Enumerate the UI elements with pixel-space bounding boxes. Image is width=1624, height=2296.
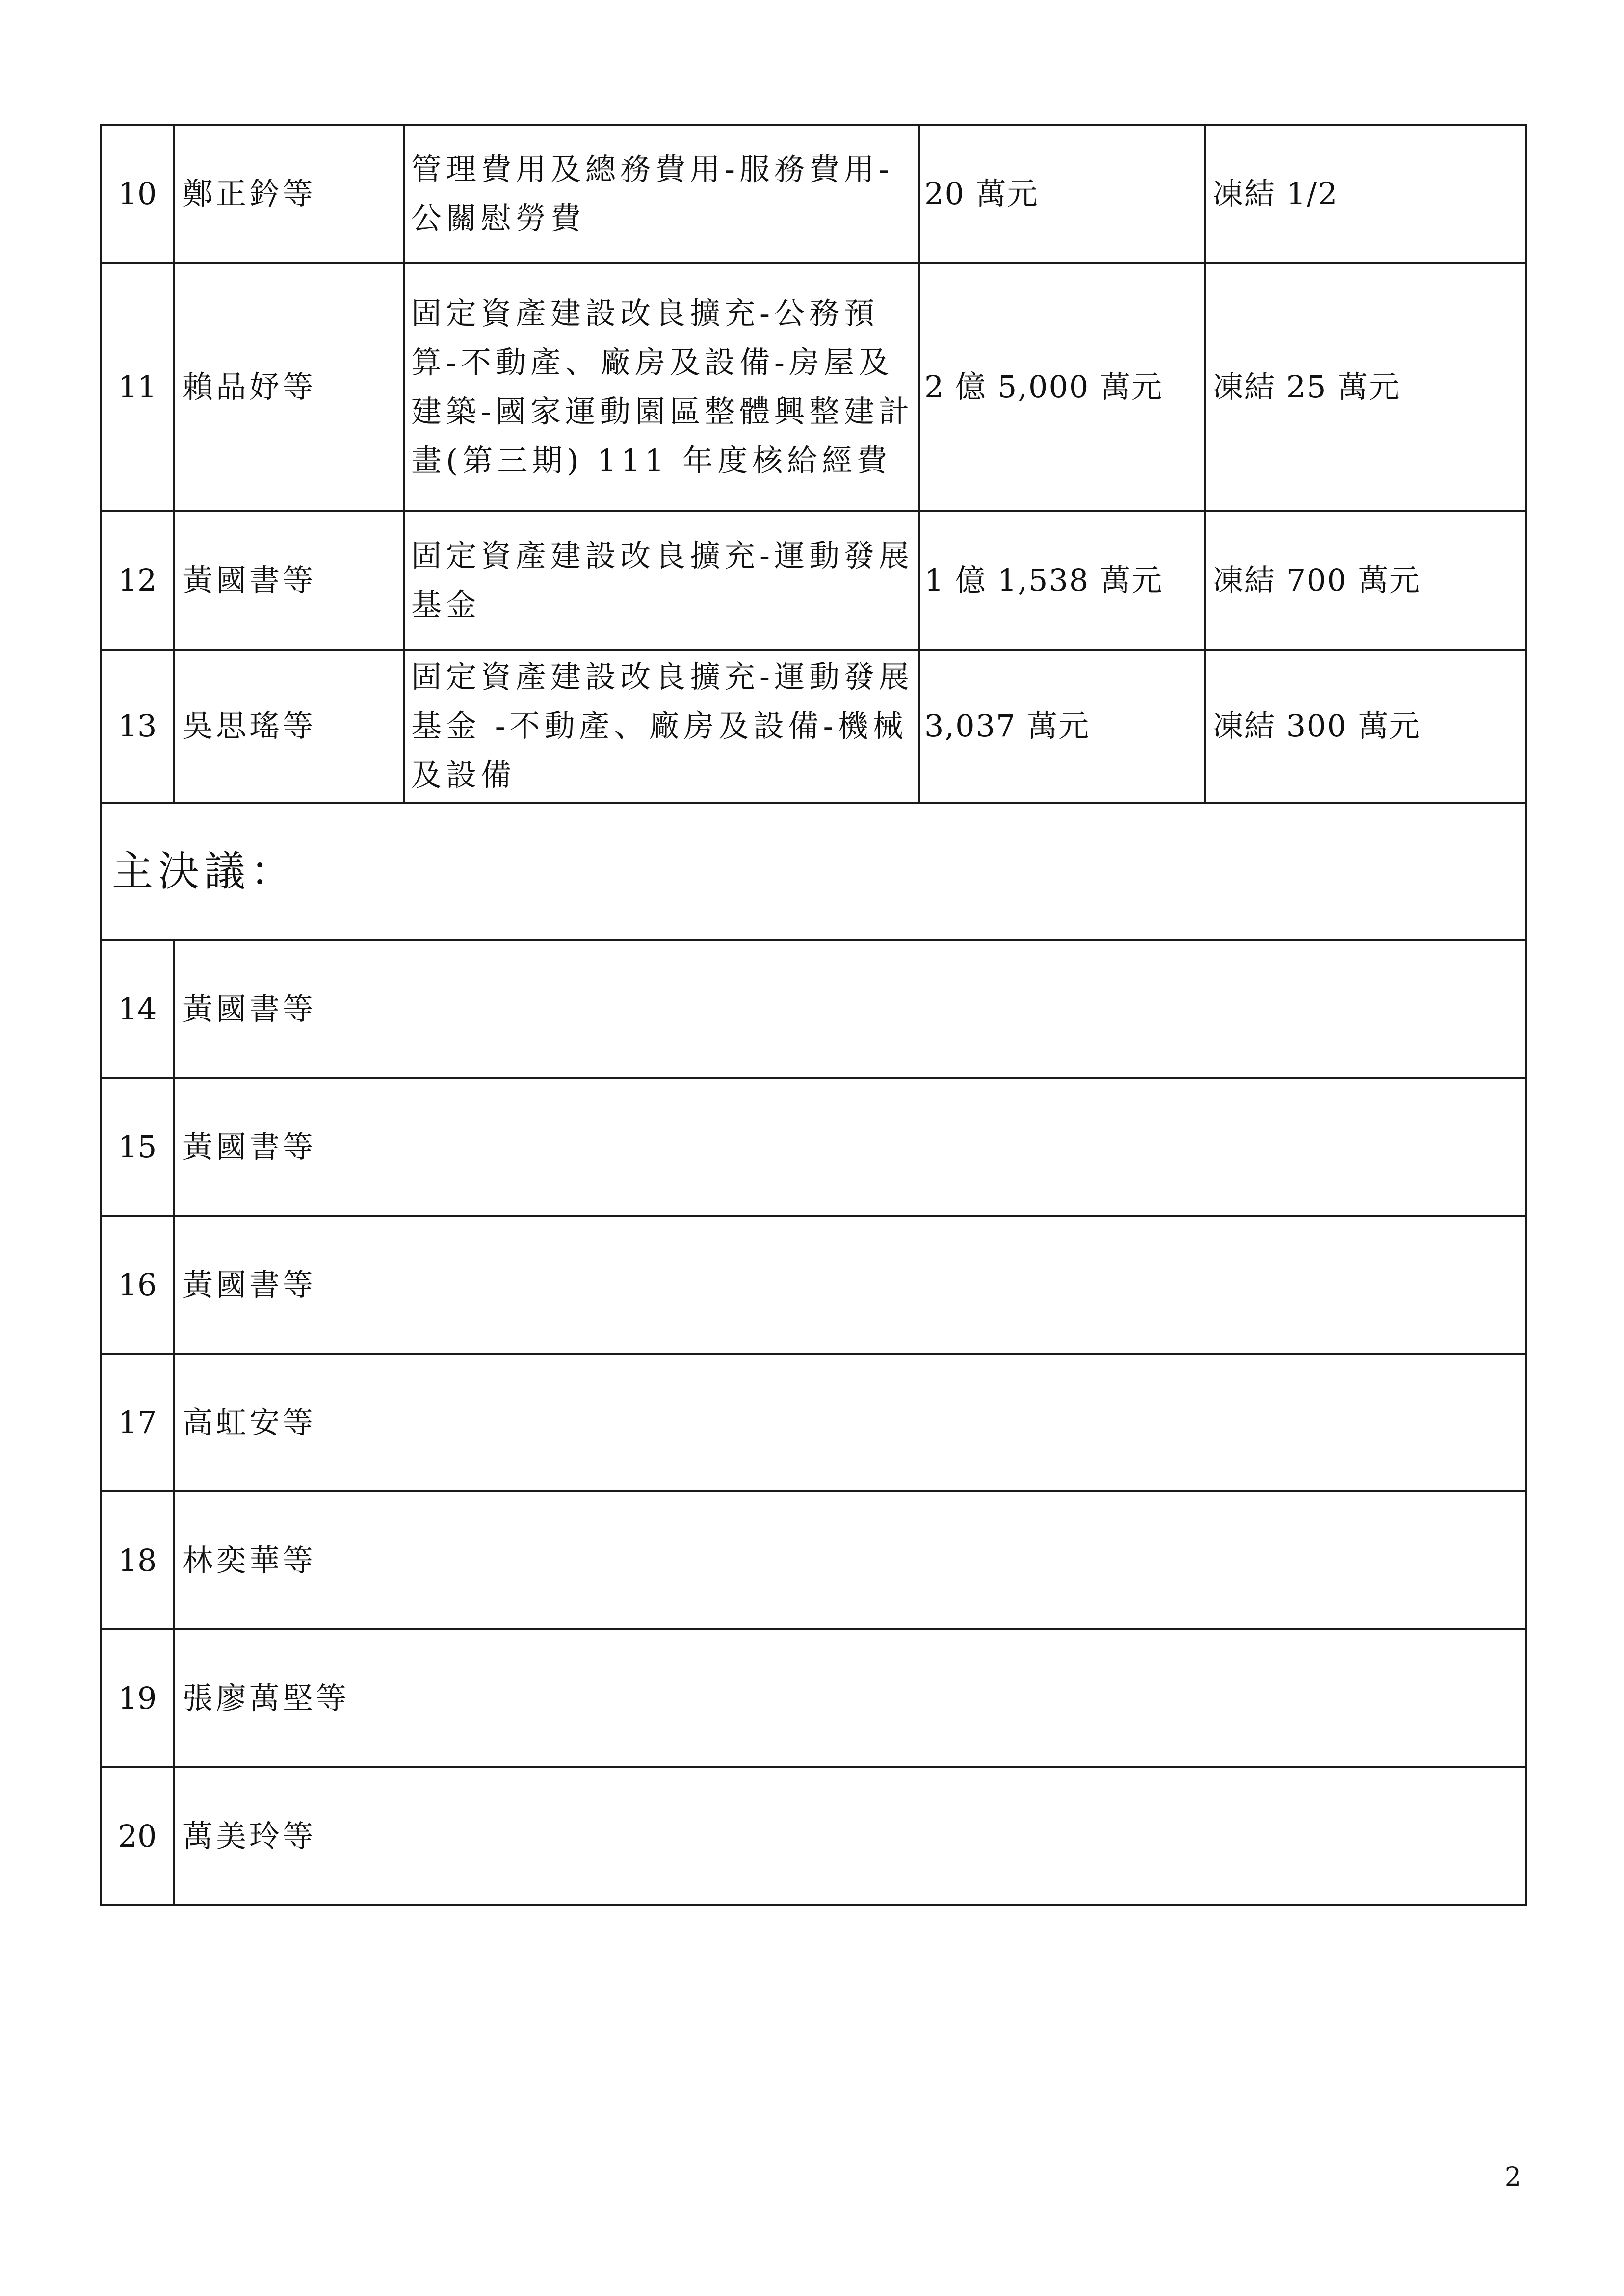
proposer-name: 林奕華等 <box>174 1491 1526 1629</box>
budget-amount: 2 億 5,000 萬元 <box>919 263 1205 511</box>
row-number: 10 <box>101 125 174 263</box>
row-number: 17 <box>101 1354 174 1491</box>
budget-item: 固定資產建設改良擴充-公務預算-不動產、廠房及設備-房屋及建築-國家運動園區整體興整建計畫(第三期) 111 年度核給經費 <box>404 263 919 511</box>
proposer-name: 張廖萬堅等 <box>174 1629 1526 1767</box>
proposer-name: 鄭正鈐等 <box>174 125 404 263</box>
proposer-name: 吳思瑤等 <box>174 650 404 803</box>
table-row <box>101 125 1526 263</box>
budget-amount: 20 萬元 <box>919 125 1205 263</box>
freeze-result: 凍結 1/2 <box>1205 125 1526 263</box>
budget-resolution-table <box>100 124 1527 1906</box>
row-number: 13 <box>101 650 174 803</box>
row-number: 14 <box>101 940 174 1078</box>
freeze-result: 凍結 700 萬元 <box>1205 511 1526 650</box>
table-row <box>101 263 1526 511</box>
table-row <box>101 1767 1526 1905</box>
row-number: 18 <box>101 1491 174 1629</box>
row-number: 19 <box>101 1629 174 1767</box>
freeze-result: 凍結 25 萬元 <box>1205 263 1526 511</box>
budget-item: 固定資產建設改良擴充-運動發展基金 -不動產、廠房及設備-機械及設備 <box>404 650 919 803</box>
table-row <box>101 1354 1526 1491</box>
table-row <box>101 650 1526 803</box>
budget-item: 固定資產建設改良擴充-運動發展基金 <box>404 511 919 650</box>
budget-amount: 3,037 萬元 <box>919 650 1205 803</box>
row-number: 15 <box>101 1078 174 1216</box>
section-heading-row <box>101 803 1526 940</box>
table-row <box>101 940 1526 1078</box>
table-row <box>101 1216 1526 1354</box>
proposer-name: 黃國書等 <box>174 1216 1526 1354</box>
budget-item: 管理費用及總務費用-服務費用-公關慰勞費 <box>404 125 919 263</box>
row-number: 12 <box>101 511 174 650</box>
row-number: 16 <box>101 1216 174 1354</box>
main-resolution-heading: 主決議： <box>101 803 1526 940</box>
freeze-result: 凍結 300 萬元 <box>1205 650 1526 803</box>
table-row <box>101 1629 1526 1767</box>
table-row <box>101 511 1526 650</box>
proposer-name: 高虹安等 <box>174 1354 1526 1491</box>
budget-amount: 1 億 1,538 萬元 <box>919 511 1205 650</box>
row-number: 11 <box>101 263 174 511</box>
table-row <box>101 1078 1526 1216</box>
proposer-name: 萬美玲等 <box>174 1767 1526 1905</box>
proposer-name: 黃國書等 <box>174 1078 1526 1216</box>
proposer-name: 黃國書等 <box>174 511 404 650</box>
table-row <box>101 1491 1526 1629</box>
proposer-name: 黃國書等 <box>174 940 1526 1078</box>
proposer-name: 賴品妤等 <box>174 263 404 511</box>
row-number: 20 <box>101 1767 174 1905</box>
page-number: 2 <box>1504 2163 1521 2192</box>
